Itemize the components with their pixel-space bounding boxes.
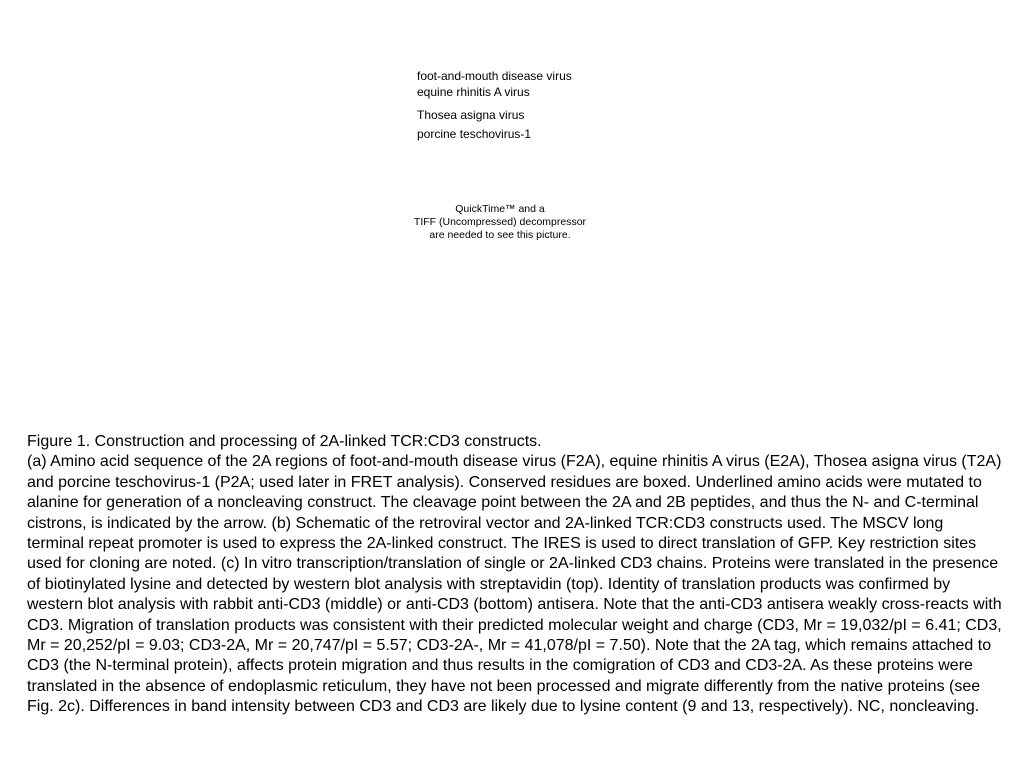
placeholder-line: QuickTime™ and a xyxy=(455,203,545,215)
caption-title: Figure 1. Construction and processing of 2A-linked TCR:CD3 constructs. xyxy=(27,433,542,450)
virus-label-ptv1: porcine teschovirus-1 xyxy=(417,127,532,141)
virus-label-erav: equine rhinitis A virus xyxy=(417,85,530,99)
figure-caption xyxy=(27,432,1002,718)
virus-label-tav: Thosea asigna virus xyxy=(417,108,525,122)
caption-body: (a) Amino acid sequence of the 2A regions of foot-and-mouth disease virus (F2A), equine rhinitis A virus (E2A), Thosea asigna virus (T2A) and porcine teschovirus-1 (P2A; used later in FRET analysis). Conserved residues are boxed. Underlined amino acids were mutated to alanine for generation of a noncleaving construct. The cleavage point between the 2A and 2B peptides, and thus the N- and C-terminal cistrons, is indicated by the arrow. (b) Schematic of the retroviral vector and 2A-linked TCR:CD3 constructs used. The MSCV long terminal repeat promoter is used to express the 2A-linked construct. The IRES is used to direct translation of GFP. Key restriction sites used for cloning are noted. (c) In vitro transcription/translation of single or 2A-linked CD3 chains. Proteins were translated in the presence of biotinylated lysine and detected by western blot analysis with streptavidin (top). Identity of translation products was confirmed by western blot analysis with rabbit anti-CD3 (middle) or anti-CD3 (bottom) antisera. Note that the anti-CD3 antisera weakly cross-reacts with CD3. Migration of translation products was consistent with their predicted molecular weight and charge (CD3, Mr = 19,032/pI = 6.41; CD3, Mr = 20,252/pI = 9.03; CD3-2A, Mr = 20,747/pI = 5.57; CD3-2A-, Mr = 41,078/pI = 7.50). Note that the 2A tag, which remains attached to CD3 (the N-terminal protein), affects protein migration and thus results in the comigration of CD3 and CD3-2A. As these proteins were translated in the absence of endoplasmic reticulum, they have not been processed and migrate differently from the native proteins (see Fig. 2c). Differences in band intensity between CD3 and CD3 are likely due to lysine content (9 and 13, respectively). NC, noncleaving. xyxy=(27,453,1002,716)
placeholder-line: TIFF (Uncompressed) decompressor xyxy=(413,216,587,228)
missing-image-placeholder xyxy=(380,203,620,242)
placeholder-line: are needed to see this picture. xyxy=(429,229,571,241)
virus-label-fmdv: foot-and-mouth disease virus xyxy=(417,69,572,83)
